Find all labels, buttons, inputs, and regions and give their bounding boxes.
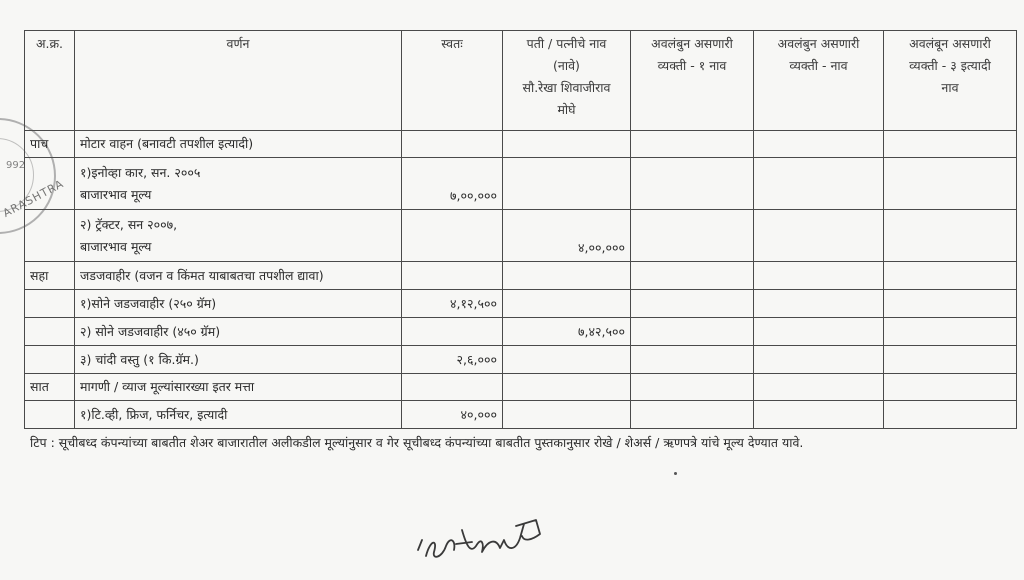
row-sr: पाच	[25, 131, 75, 158]
table-row	[25, 131, 1017, 158]
row-description: २) सोने जडजवाहीर (४५० ग्रॅम)	[75, 318, 402, 346]
row-description: १)इनोव्हा कार, सन. २००५ बाजारभाव मूल्य	[75, 158, 402, 210]
header-self: स्वतः	[402, 31, 503, 131]
row-sr: सहा	[25, 262, 75, 290]
row-sr: सात	[25, 374, 75, 401]
table-header-row	[25, 31, 1017, 131]
table-row	[25, 290, 1017, 318]
seal-stamp-text: ARASHTRA	[0, 177, 67, 220]
asset-table	[24, 30, 1017, 429]
row-spouse-value: ७,४२,५००	[503, 318, 631, 346]
header-dependent-2: अवलंबुन असणारी व्यक्ती - नाव	[754, 31, 884, 131]
row-sr	[25, 158, 75, 210]
row-sr	[25, 318, 75, 346]
seal-stamp-number: 992	[6, 160, 26, 171]
row-description: मागणी / व्याज मूल्यांसारख्या इतर मत्ता	[75, 374, 402, 401]
row-spouse-value: ४,००,०००	[503, 210, 631, 262]
header-description: वर्णन	[75, 31, 402, 131]
row-self-value: ४०,०००	[402, 401, 503, 429]
row-sr	[25, 401, 75, 429]
table-row	[25, 401, 1017, 429]
footnote: टिप : सूचीबध्द कंपन्यांच्या बाबतीत शेअर बाजारातील अलीकडील मूल्यांनुसार व गेर सूचीबध्द कंपन्यांच्या बाबतीत पुस्तकानुसार रोखे / शेअर्स / ऋणपत्रे यांचे मूल्य देण्यात यावे.	[30, 435, 804, 450]
table-row	[25, 210, 1017, 262]
header-dependent-3: अवलंबून असणारी व्यक्ती - ३ इत्यादी नाव	[884, 31, 1017, 131]
row-description: १)टि.व्ही, फ्रिज, फर्निचर, इत्यादी	[75, 401, 402, 429]
speck-mark	[674, 472, 677, 475]
row-self-value: ७,००,०००	[402, 158, 503, 210]
table-row	[25, 262, 1017, 290]
table-row	[25, 318, 1017, 346]
row-description: १)सोने जडजवाहीर (२५० ग्रॅम)	[75, 290, 402, 318]
table-row	[25, 374, 1017, 401]
row-description: मोटार वाहन (बनावटी तपशील इत्यादी)	[75, 131, 402, 158]
row-sr	[25, 346, 75, 374]
row-description: २) ट्रॅक्टर, सन २००७, बाजारभाव मूल्य	[75, 210, 402, 262]
row-sr	[25, 290, 75, 318]
table-row	[25, 346, 1017, 374]
header-spouse: पती / पत्नीचे नाव (नावे) सौ.रेखा शिवाजीराव मोघे	[503, 31, 631, 131]
header-dependent-1: अवलंबुन असणारी व्यक्ती - १ नाव	[631, 31, 754, 131]
row-description: ३) चांदी वस्तु (१ कि.ग्रॅम.)	[75, 346, 402, 374]
row-self-value: ४,१२,५००	[402, 290, 503, 318]
row-self-value: २,६,०००	[402, 346, 503, 374]
header-sr: अ.क्र.	[25, 31, 75, 131]
row-sr	[25, 210, 75, 262]
table-row	[25, 158, 1017, 210]
row-description: जडजवाहीर (वजन व किंमत याबाबतचा तपशील द्यावा)	[75, 262, 402, 290]
signature	[412, 500, 562, 572]
